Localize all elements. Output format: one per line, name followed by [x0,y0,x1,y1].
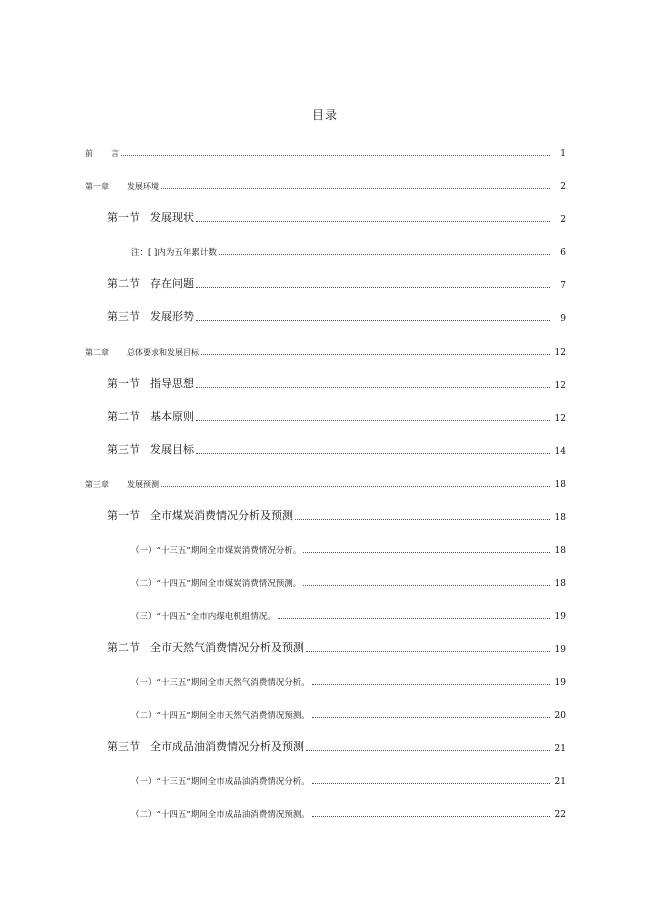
toc-entry[interactable] [107,273,566,291]
toc-entry[interactable] [107,439,566,457]
toc-entry[interactable] [131,802,566,820]
toc-entry-label [107,507,293,523]
toc-entry-label [131,610,276,622]
toc-entry-label [107,639,304,655]
toc-entry[interactable] [85,174,566,192]
toc-entry-number: 第三章 [85,480,109,489]
toc-entry-title: 发展预测 [127,480,159,489]
toc-entry-number: 第二节 [107,410,140,423]
toc-entry-page: 19 [554,612,566,622]
toc-entry-title: 注：[ ]内为五年累计数 [131,248,217,258]
toc-entry[interactable] [107,373,566,391]
toc-entry-label [131,246,217,258]
toc-entry-title: （一）“十三五”期间全市成品油消费情况分析。 [131,777,310,787]
toc-entry-page: 2 [560,215,566,225]
toc-entry[interactable] [107,736,566,754]
toc-entry-number: 第一节 [107,211,140,224]
toc-entry-label [131,577,301,589]
toc-entry-page: 19 [554,678,566,688]
toc-entry[interactable] [85,472,566,490]
toc-entry-title: 指导思想 [150,377,194,390]
dot-leader [196,384,550,388]
dot-leader [219,251,550,255]
toc-entry-title: 存在问题 [150,277,194,290]
dot-leader [295,516,550,520]
dot-leader [306,747,550,751]
toc-entry-label [107,308,194,324]
toc-entry-page: 18 [554,480,566,490]
dot-leader [196,417,550,421]
toc-entry-label [107,209,194,225]
toc-entry[interactable] [131,571,566,589]
toc-entry-number: 第三节 [107,310,140,323]
toc-entry[interactable] [107,406,566,424]
toc-entry-page: 1 [560,149,566,159]
toc-entry-page: 19 [554,645,566,655]
toc-entry-page: 18 [554,579,566,589]
dot-leader [312,714,550,718]
toc-entry-title: 基本原则 [150,410,194,423]
toc-entry-title: （二）“十四五”期间全市天然气消费情况预测。 [131,711,310,721]
toc-entry[interactable] [85,340,566,358]
toc-entry-title: 发展形势 [150,310,194,323]
toc-entry-number: 第二章 [85,348,109,357]
dot-leader [196,218,550,222]
toc-entry-title: 总体要求和发展目标 [127,348,199,357]
toc-entry[interactable] [131,769,566,787]
toc-entry-page: 6 [560,248,566,258]
toc-entry-title: 全市成品油消费情况分析及预测 [150,740,304,753]
toc-entry-title: 发展现状 [150,211,194,224]
toc-entry-label [131,544,301,556]
dot-leader [306,648,550,652]
toc-entry-title: 全市煤炭消费情况分析及预测 [150,509,293,522]
toc-entry-page: 7 [560,281,566,291]
toc-entry[interactable] [131,604,566,622]
toc-entry-page: 20 [554,711,566,721]
toc-entry-number: 第二节 [107,277,140,290]
toc-entry-title: 全市天然气消费情况分析及预测 [150,641,304,654]
toc-entry[interactable] [107,637,566,655]
dot-leader [196,317,550,321]
toc-entry-label [85,479,159,490]
toc-entry[interactable] [131,703,566,721]
dot-leader [312,780,550,784]
toc-entry-label [107,738,304,754]
toc-entry-page: 2 [560,182,566,192]
toc-entry-title: （一）“十三五”期间全市天然气消费情况分析。 [131,678,310,688]
dot-leader [312,681,550,685]
toc-entry-page: 12 [554,381,566,391]
toc-entry[interactable] [131,240,566,258]
toc-entry-label [107,408,194,424]
dot-leader [161,185,550,189]
dot-leader [312,813,550,817]
toc-entry-number: 第三节 [107,740,140,753]
dot-leader [161,483,550,487]
toc-entry-label [85,181,159,192]
toc-entry-label [107,375,194,391]
toc-entry-page: 21 [554,744,566,754]
toc-entry-title: （一）“十三五”期间全市煤炭消费情况分析。 [131,546,302,556]
toc-entry-page: 18 [554,546,566,556]
toc-entry-label [85,148,119,159]
dot-leader [303,549,550,553]
toc-entry-label [107,441,194,457]
toc-entry-page: 12 [554,348,566,358]
toc-entry-page: 9 [560,314,566,324]
toc-entry[interactable] [131,538,566,556]
toc-entry-label [131,676,310,688]
dot-leader [121,152,550,156]
toc-entry[interactable] [107,207,566,225]
toc-entry-title: （二）“十四五”期间全市成品油消费情况预测。 [131,810,310,820]
toc-entry-label [131,709,310,721]
toc-entry[interactable] [107,505,566,523]
toc-entry-page: 22 [554,810,566,820]
toc-entry-label [131,808,310,820]
toc-entry-title: 发展目标 [150,443,194,456]
dot-leader [196,284,550,288]
toc-entry-title: （二）“十四五”期间全市煤炭消费情况预测。 [131,579,302,589]
toc-entry-label [131,775,310,787]
toc-entry-title: 发展环境 [127,182,159,191]
toc-entry-page: 12 [554,414,566,424]
dot-leader [196,450,550,454]
dot-leader [278,615,550,619]
toc-entry-number: 第三节 [107,443,140,456]
toc-entry[interactable] [107,306,566,324]
toc-title: 目录 [311,108,338,122]
toc-entry-label [85,347,199,358]
toc-entry[interactable] [131,670,566,688]
toc-entry-number: 第一节 [107,509,140,522]
toc-entry-number: 第二节 [107,641,140,654]
toc-entry-number: 前 [85,149,93,158]
toc-entry-number: 第一节 [107,377,140,390]
toc-entry-number: 第一章 [85,182,109,191]
toc-entry-title: （三）“十四五”全市内煤电机组情况。 [131,612,276,622]
toc-entry-page: 21 [554,777,566,787]
toc-entry-label [107,275,194,291]
toc-entry-title: 言 [111,149,119,158]
dot-leader [201,351,550,355]
toc-entry-page: 14 [554,447,566,457]
toc-entry-page: 18 [554,513,566,523]
toc-entry[interactable] [85,141,566,159]
dot-leader [303,582,550,586]
